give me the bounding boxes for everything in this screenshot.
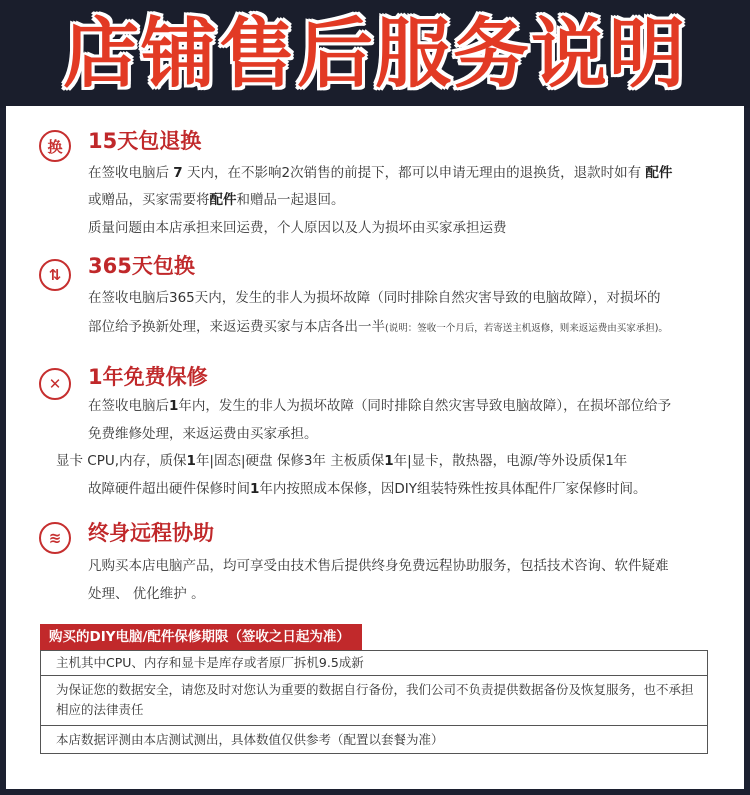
section-line — [88, 584, 205, 604]
text: 在签收电脑后 — [88, 165, 174, 181]
notice-text: 主机其中CPU、内存和显卡是库存或者原厂拆机9.5成新 — [56, 655, 364, 670]
warranty-notice-box — [40, 650, 708, 754]
return-exchange-icon: 换 — [39, 130, 71, 162]
text: 年内，发生的非人为损坏故障（同时排除自然灾害导致电脑故障），在损坏部位给予 — [178, 398, 672, 414]
section-line — [88, 163, 672, 183]
section-line — [88, 556, 669, 576]
text: 处理、 优化维护 。 — [88, 586, 205, 602]
text: 在签收电脑后 — [88, 398, 169, 414]
header — [0, 0, 750, 108]
text: 年内按照成本保修，因DIY组装特殊性按具体配件厂家保修时间。 — [259, 481, 647, 497]
notice-row — [41, 651, 707, 675]
section-line — [88, 190, 345, 210]
text: 天内，在不影响2次销售的前提下，都可以申请无理由的退换货，退款时如有 — [182, 165, 646, 181]
repair-tools-icon: ✕ — [39, 368, 71, 400]
text-emphasis: 7 — [173, 165, 183, 181]
notice-row — [41, 675, 707, 725]
content-panel — [6, 106, 744, 789]
exchange-arrows-icon: ⇅ — [39, 259, 71, 291]
warranty-banner: 购买的DIY电脑/配件保修期限（签收之日起为准） — [40, 624, 362, 650]
section-title: 365天包换 — [88, 254, 195, 278]
text-emphasis: 1 — [384, 453, 394, 469]
text: 免费维修处理，来返运费由买家承担。 — [88, 426, 318, 442]
text-emphasis: 1 — [186, 453, 196, 469]
remote-signal-icon: ≋ — [39, 522, 71, 554]
text: 质量问题由本店承担来回运费，个人原因以及人为损坏由买家承担运费 — [88, 220, 507, 236]
text-emphasis: 配件 — [209, 192, 237, 208]
text: 凡购买本店电脑产品，均可享受由技术售后提供终身免费远程协助服务，包括技术咨询、软件疑难 — [88, 558, 669, 574]
text: 年|固态|硬盘 保修3年 主板质保 — [195, 453, 385, 469]
text-emphasis: 配件 — [645, 165, 673, 181]
section-line — [88, 288, 661, 308]
text: 在签收电脑后365天内，发生的非人为损坏故障（同时排除自然灾害导致的电脑故障），对损坏的 — [88, 290, 661, 306]
section-line — [56, 451, 627, 471]
notice-text: 本店数据评测由本店测试测出，具体数值仅供参考（配置以套餐为准） — [56, 732, 444, 747]
text-emphasis: 1 — [250, 481, 260, 497]
text-emphasis: 1 — [169, 398, 179, 414]
notice-row — [41, 725, 707, 753]
section-title: 终身远程协助 — [88, 521, 214, 545]
text: 显卡 CPU,内存，质保 — [56, 453, 187, 469]
section-line — [88, 317, 668, 339]
section-line — [88, 218, 507, 238]
text: 年|显卡，散热器，电源/等外设质保1年 — [393, 453, 628, 469]
text: 和赠品一起退回。 — [236, 192, 345, 208]
page-title: 店铺售后服务说明 — [63, 9, 687, 98]
notice-text: 相应的法律责任 — [56, 702, 144, 717]
text: 部位给予换新处理，来返运费买家与本店各出一半 — [88, 319, 385, 335]
section-title: 1年免费保修 — [88, 365, 208, 389]
text: 故障硬件超出硬件保修时间 — [88, 481, 250, 497]
section-line — [88, 479, 647, 499]
section-line — [88, 424, 318, 444]
section-title: 15天包退换 — [88, 129, 202, 153]
note-text: (说明：签收一个月后，若寄送主机返修，则来返运费由买家承担)。 — [385, 323, 668, 334]
section-line — [88, 396, 671, 416]
notice-text: 为保证您的数据安全，请您及时对您认为重要的数据自行备份，我们公司不负责提供数据备份及恢复服务，也不承担 — [56, 682, 694, 697]
text: 或赠品，买家需要将 — [88, 192, 210, 208]
